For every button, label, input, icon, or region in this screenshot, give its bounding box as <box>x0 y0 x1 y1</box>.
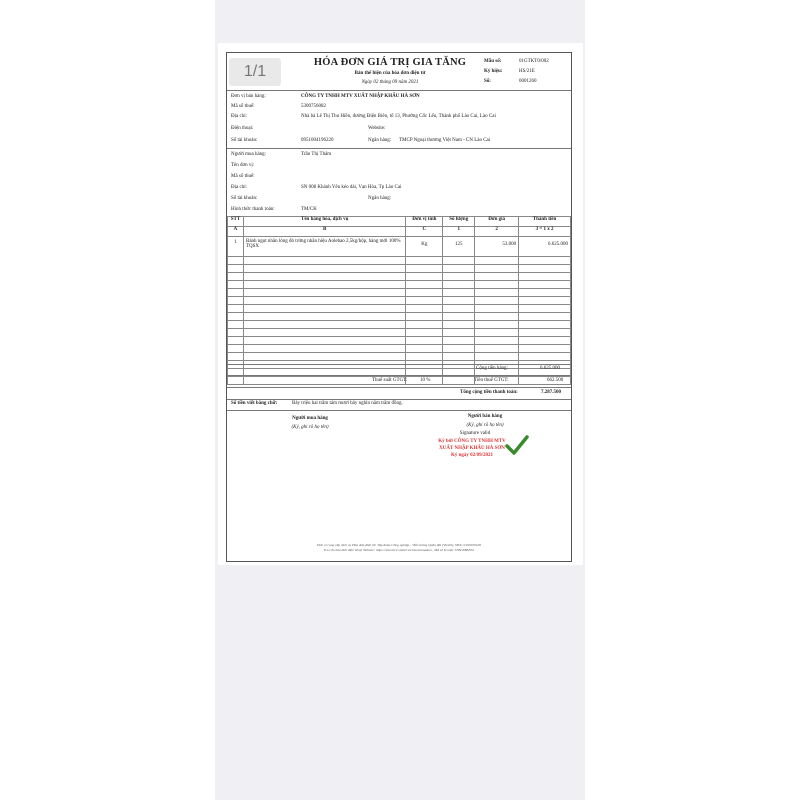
divider <box>227 148 571 149</box>
total-value: 7.287.500 <box>541 390 561 395</box>
divider <box>227 375 571 376</box>
column-header: Số lượng <box>443 217 475 227</box>
column-code: 2 <box>475 227 519 237</box>
seller-address: Nhà bà Lê Thị Thu Hiền, đường Điện Biên, tổ 13, Phường Cốc Lếu, Thành phố Lào Cai, Lào Cai <box>301 114 496 119</box>
invoice-title: HÓA ĐƠN GIÁ TRỊ GIA TĂNG <box>313 57 467 68</box>
vat-label: Tiền thuế GTGT: <box>474 378 509 383</box>
footer-line: Tra cứu hóa đơn điện tử tại Website: https://einvoice.viettel.vn/tracuuhoadon , Mã số bí mật: S7BG6B6NS1 <box>323 548 475 552</box>
empty-row <box>228 265 571 273</box>
empty-row <box>228 289 571 297</box>
field-label: Địa chỉ: <box>231 114 247 119</box>
signature-valid-text: Signature valid <box>459 431 491 436</box>
seller-bank: TMCP Ngoại thương Việt Nam - CN Lào Cai <box>399 138 491 143</box>
vat-rate-value: 10 % <box>420 378 431 383</box>
empty-row <box>228 353 571 361</box>
seller-account: 0951004196220 <box>301 138 334 143</box>
payment-method: TM/CK <box>301 207 317 212</box>
seller-tax: 5300756082 <box>301 104 326 109</box>
column-header: STT <box>228 217 244 227</box>
seller-name: CÔNG TY TNHH MTV XUẤT NHẬP KHẨU HÀ SƠN <box>301 94 420 99</box>
divider <box>227 410 571 411</box>
column-header: Đơn giá <box>475 217 519 227</box>
footer-line: Đơn vị cung cấp dịch vụ Hóa đơn điện tử: Tập đoàn Công nghiệp - Viễn thông Quân đội (Viettel), MST: 0100109106 <box>317 543 481 547</box>
column-header: Đơn vị tính <box>406 217 443 227</box>
invoice-subtitle: Bản thể hiện của hóa đơn điện tử <box>354 71 426 76</box>
empty-row <box>228 337 571 345</box>
column-header: Thành tiền <box>519 217 571 227</box>
stamp-line: Ký ngày 02/09/2021 <box>451 453 493 458</box>
field-label: Ngân hàng: <box>368 196 392 201</box>
vat-rate-label: Thuế suất GTGT: <box>372 378 408 383</box>
field-label: Số tài khoản: <box>231 138 258 143</box>
item-name: Bánh ngọt nhân lòng đỏ trứng nhãn hiệu Aolebao 2,5kg/hộp, hàng mới 100% TQSX <box>243 237 405 257</box>
column-code: A <box>228 227 244 237</box>
stamp-line: Ký bởi CÔNG TY TNHH MTV <box>438 439 506 444</box>
meta-value: HS/21E <box>519 69 535 74</box>
empty-row <box>228 313 571 321</box>
table-row <box>228 237 571 257</box>
divider <box>227 399 571 400</box>
field-label: Địa chỉ: <box>231 185 247 190</box>
empty-row <box>228 257 571 265</box>
seller-sign-title: Người bán hàng <box>467 414 503 419</box>
field-label: Điện thoại: <box>231 126 254 131</box>
subtotal-label: Cộng tiền hàng: <box>476 366 508 371</box>
items-table <box>227 216 571 385</box>
invoice-footer <box>226 543 572 553</box>
empty-row <box>228 329 571 337</box>
total-label: Tổng cộng tiền thanh toán: <box>460 390 518 395</box>
column-code: C <box>406 227 443 237</box>
item-amount: 6.625.000 <box>519 237 571 257</box>
item-price: 53.000 <box>475 237 519 257</box>
column-code: B <box>243 227 405 237</box>
item-qty: 125 <box>443 237 475 257</box>
field-label: Website: <box>368 126 386 131</box>
divider <box>227 387 571 388</box>
empty-row <box>228 321 571 329</box>
amount-in-words-label: Số tiền viết bằng chữ: <box>231 401 278 406</box>
meta-label: Ký hiệu: <box>484 69 503 74</box>
item-stt: 1 <box>228 237 244 257</box>
vat-value: 662.500 <box>547 378 564 383</box>
meta-value: 01GTKT0/002 <box>519 59 549 64</box>
subtotal-value: 6.625.000 <box>540 366 560 371</box>
field-label: Đơn vị bán hàng: <box>231 94 266 99</box>
buyer-sign-title: Người mua hàng <box>292 416 328 421</box>
buyer-name: Trần Thị Thâm <box>301 152 332 157</box>
meta-value: 0001260 <box>519 79 537 84</box>
amount-in-words: Bảy triệu hai trăm tám mươi bảy nghìn năm trăm đồng. <box>292 401 403 406</box>
buyer-sign-note: (Ký, ghi rõ họ tên) <box>291 425 329 430</box>
column-header: Tên hàng hóa, dịch vụ <box>243 217 405 227</box>
empty-row <box>228 345 571 353</box>
meta-label: Mẫu số: <box>484 59 502 64</box>
field-label: Người mua hàng: <box>231 152 267 157</box>
divider <box>227 90 571 91</box>
field-label: Số tài khoản: <box>231 196 258 201</box>
buyer-address: SN 008 Khánh Yên kéo dài, Vạn Hòa, Tp Lào Cai <box>301 185 402 190</box>
empty-row <box>228 281 571 289</box>
field-label: Tên đơn vị: <box>231 163 255 168</box>
field-label: Mã số thuế: <box>231 174 255 179</box>
empty-row <box>228 305 571 313</box>
table-header-row <box>228 217 571 227</box>
page-indicator: 1/1 <box>229 58 281 86</box>
item-unit: Kg <box>406 237 443 257</box>
column-code: 3 = 1 x 2 <box>519 227 571 237</box>
column-code: 1 <box>443 227 475 237</box>
checkmark-icon <box>505 434 529 456</box>
seller-sign-note: (Ký, ghi rõ họ tên) <box>466 423 504 428</box>
stamp-line: XUẤT NHẬP KHẨU HÀ SƠN <box>439 446 505 451</box>
field-label: Hình thức thanh toán: <box>231 207 275 212</box>
divider <box>227 364 571 365</box>
meta-label: Số: <box>484 79 491 84</box>
empty-row <box>228 273 571 281</box>
field-label: Mã số thuế: <box>231 104 255 109</box>
table-code-row <box>228 227 571 237</box>
field-label: Ngân hàng: <box>368 138 392 143</box>
invoice-date: Ngày 02 tháng 09 năm 2021 <box>361 80 419 85</box>
empty-row <box>228 297 571 305</box>
